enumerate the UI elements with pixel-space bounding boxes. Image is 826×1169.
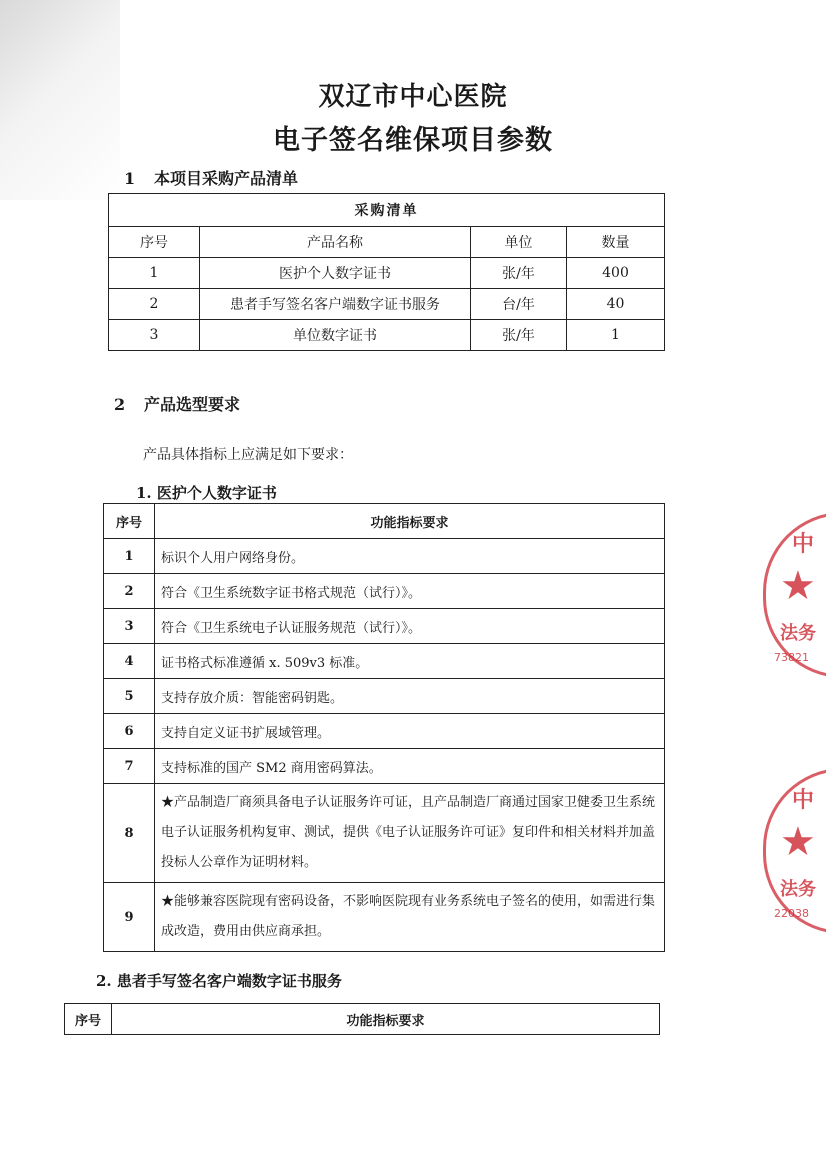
- table-row: [104, 714, 665, 749]
- section1-title: 本项目采购产品清单: [154, 169, 299, 188]
- product-name: 患者手写签名客户端数字证书服务: [200, 289, 471, 320]
- table-row: [104, 609, 665, 644]
- requirement-text: 符合《卫生系统电子认证服务规范（试行）》。: [155, 609, 665, 644]
- row-index: 6: [104, 714, 155, 749]
- document-title-line2: 电子签名维保项目参数: [273, 125, 553, 156]
- table-row: [104, 679, 665, 714]
- section2-intro: 产品具体指标上应满足如下要求：: [143, 447, 353, 463]
- header-cell: 序号: [65, 1004, 112, 1035]
- product-quantity: 400: [567, 258, 665, 289]
- header-cell: 功能指标要求: [112, 1004, 660, 1035]
- seal-text-top: 中: [792, 788, 815, 813]
- red-seal-stamp: [763, 768, 826, 934]
- header-cell: 序号: [109, 227, 200, 258]
- product-quantity: 1: [567, 320, 665, 351]
- header-cell: 序号: [104, 504, 155, 539]
- row-index: 2: [109, 289, 200, 320]
- table-row: [109, 289, 665, 320]
- red-seal-stamp: [763, 512, 826, 678]
- purchase-table: [108, 193, 665, 351]
- seal-code: 22038: [774, 907, 809, 920]
- product-unit: 张/年: [471, 320, 567, 351]
- requirement-text: 证书格式标准遵循 x. 509v3 标准。: [155, 644, 665, 679]
- seal-code: 73821: [774, 651, 809, 664]
- document-title-line1: 双辽市中心医院: [318, 82, 508, 112]
- table-row: [109, 258, 665, 289]
- row-index: 4: [104, 644, 155, 679]
- requirement-text: 标识个人用户网络身份。: [155, 539, 665, 574]
- header-cell: 单位: [471, 227, 567, 258]
- row-index: 1: [109, 258, 200, 289]
- subsection1-title: 1. 医护个人数字证书: [136, 484, 277, 502]
- table-row: [104, 574, 665, 609]
- product-unit: 张/年: [471, 258, 567, 289]
- star-icon: ★: [780, 563, 816, 609]
- header-cell: 产品名称: [200, 227, 471, 258]
- requirement-text: ★产品制造厂商须具备电子认证服务许可证，且产品制造厂商通过国家卫健委卫生系统电子认证服务机构复审、测试，提供《电子认证服务许可证》复印件和相关材料并加盖投标人公章作为证明材料。: [155, 784, 665, 883]
- requirement-text: 支持自定义证书扩展域管理。: [155, 714, 665, 749]
- section1-number: 1: [124, 169, 136, 188]
- spec-table-header-row: [104, 504, 665, 539]
- spec-table-patient-signature: [64, 1003, 660, 1035]
- requirement-text: 支持存放介质：智能密码钥匙。: [155, 679, 665, 714]
- row-index: 1: [104, 539, 155, 574]
- header-cell: 数量: [567, 227, 665, 258]
- purchase-table-caption: 采购清单: [109, 194, 665, 227]
- row-index: 5: [104, 679, 155, 714]
- row-index: 3: [104, 609, 155, 644]
- table-row: [104, 644, 665, 679]
- seal-text-bottom: 法务: [780, 623, 816, 644]
- requirement-text: 支持标准的国产 SM2 商用密码算法。: [155, 749, 665, 784]
- requirement-text: ★能够兼容医院现有密码设备，不影响医院现有业务系统电子签名的使用，如需进行集成改造，费用由供应商承担。: [155, 883, 665, 952]
- table-row: [104, 883, 665, 952]
- section1-heading: [124, 166, 298, 189]
- star-icon: ★: [780, 819, 816, 865]
- table-row: [109, 320, 665, 351]
- row-index: 7: [104, 749, 155, 784]
- seal-text-top: 中: [792, 532, 815, 557]
- section2-title: 产品选型要求: [144, 395, 241, 414]
- row-index: 2: [104, 574, 155, 609]
- row-index: 9: [104, 883, 155, 952]
- section2-heading: [114, 392, 240, 415]
- table-row: [104, 749, 665, 784]
- section2-number: 2: [114, 395, 126, 414]
- row-index: 3: [109, 320, 200, 351]
- requirement-text: 符合《卫生系统数字证书格式规范（试行）》。: [155, 574, 665, 609]
- seal-text-bottom: 法务: [780, 879, 816, 900]
- spec-table-personal-certificate: [103, 503, 665, 952]
- product-name: 单位数字证书: [200, 320, 471, 351]
- header-cell: 功能指标要求: [155, 504, 665, 539]
- subsection2-title: 2. 患者手写签名客户端数字证书服务: [96, 972, 342, 990]
- purchase-table-header-row: [109, 227, 665, 258]
- product-name: 医护个人数字证书: [200, 258, 471, 289]
- product-unit: 台/年: [471, 289, 567, 320]
- row-index: 8: [104, 784, 155, 883]
- table-row: [104, 784, 665, 883]
- spec-table-header-row: [65, 1004, 660, 1035]
- product-quantity: 40: [567, 289, 665, 320]
- table-row: [104, 539, 665, 574]
